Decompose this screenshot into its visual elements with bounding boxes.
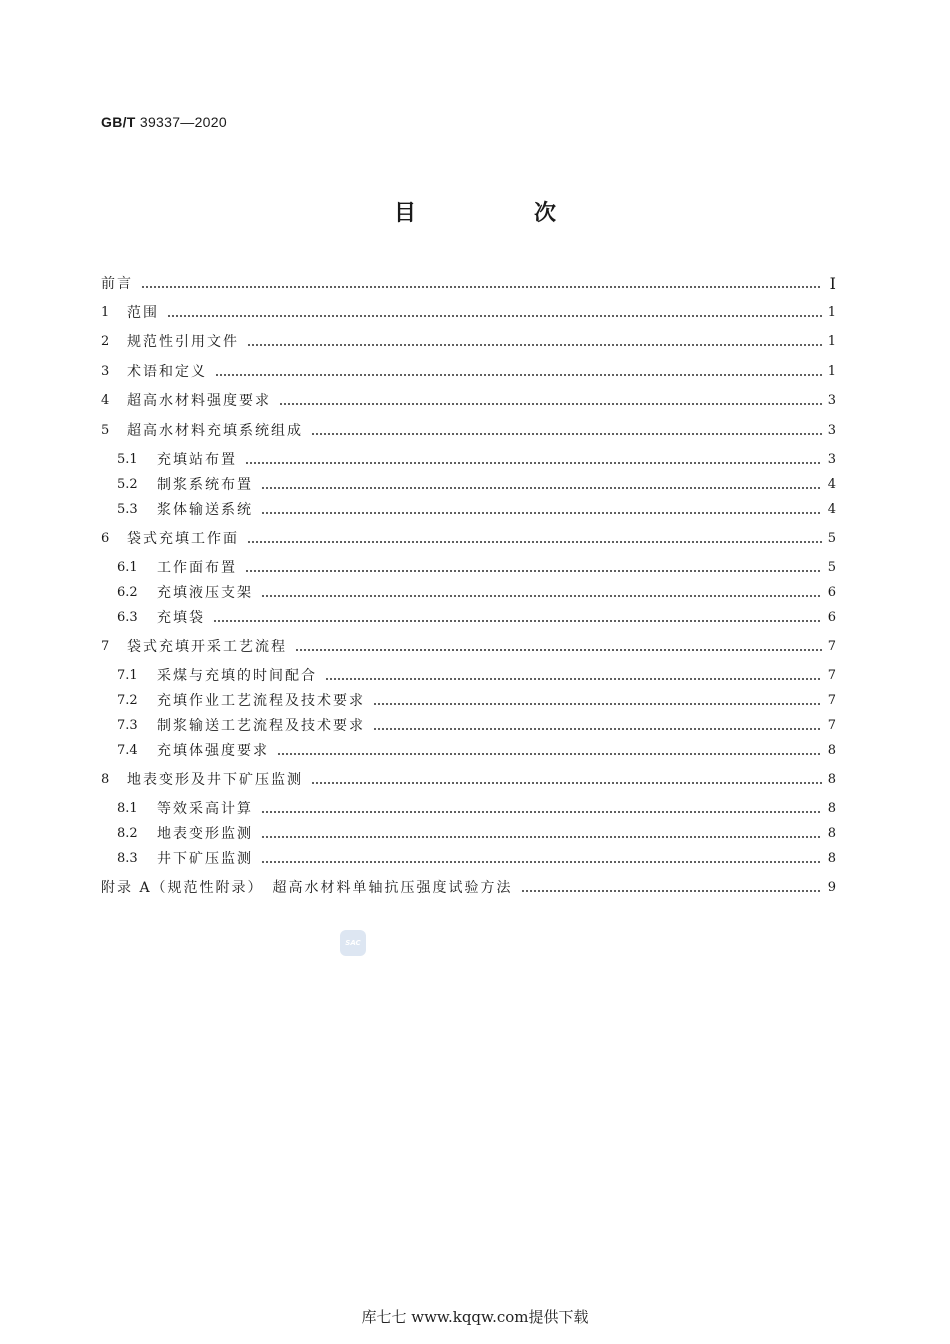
dot-leader <box>245 448 822 472</box>
toc-number: 6.3 <box>117 610 138 625</box>
toc-label: 袋式充填工作面 <box>127 531 239 547</box>
toc-number: 6 <box>101 531 110 546</box>
toc-label: 充填站布置 <box>157 452 237 468</box>
toc-entry-5-1[interactable] <box>117 448 836 472</box>
toc-number: 4 <box>101 393 110 408</box>
toc-entry-8-2[interactable] <box>117 822 836 846</box>
toc-number: 8 <box>101 772 110 787</box>
toc-entry-6-3[interactable] <box>117 606 836 630</box>
toc-label: 井下矿压监测 <box>157 851 253 867</box>
toc-label: 超高水材料强度要求 <box>127 393 271 409</box>
toc-number: 8.2 <box>117 826 138 841</box>
toc-page: 7 <box>827 718 836 733</box>
toc-number: 5.2 <box>117 477 138 492</box>
toc-label: 超高水材料充填系统组成 <box>127 423 303 439</box>
toc-page: Ⅰ <box>829 274 836 293</box>
toc-entry-5-3[interactable] <box>117 498 836 522</box>
toc-number: 6.1 <box>117 560 138 575</box>
dot-leader <box>261 473 822 497</box>
toc-number: 5.1 <box>117 452 138 467</box>
toc-entry-7-2[interactable] <box>117 689 836 713</box>
toc-page: 1 <box>827 334 836 349</box>
toc-entry-4[interactable] <box>101 389 836 413</box>
dot-leader <box>245 556 822 580</box>
toc-number: 7.4 <box>117 743 138 758</box>
toc-page: 3 <box>827 423 836 438</box>
dot-leader <box>373 689 822 713</box>
toc-label: 附录 A（规范性附录） 超高水材料单轴抗压强度试验方法 <box>101 880 513 896</box>
toc-page: 4 <box>827 502 836 517</box>
toc-entry-2[interactable] <box>101 330 836 354</box>
toc-label: 等效采高计算 <box>157 801 253 817</box>
toc-label: 充填袋 <box>157 610 205 626</box>
toc-page: 7 <box>827 693 836 708</box>
toc-number: 7.3 <box>117 718 138 733</box>
toc-page: 6 <box>827 610 836 625</box>
toc-entry-5[interactable] <box>101 419 836 443</box>
toc-page: 7 <box>827 668 836 683</box>
sac-logo-text: SAC <box>345 939 361 947</box>
toc-label: 规范性引用文件 <box>127 334 239 350</box>
toc-entry-5-2[interactable] <box>117 473 836 497</box>
toc-number: 8.3 <box>117 851 138 866</box>
toc-label: 制浆输送工艺流程及技术要求 <box>157 718 365 734</box>
toc-label: 制浆系统布置 <box>157 477 253 493</box>
toc-page: 5 <box>827 560 836 575</box>
toc-label: 地表变形监测 <box>157 826 253 842</box>
toc-label: 地表变形及井下矿压监测 <box>127 772 303 788</box>
toc-entry-appendix-a[interactable] <box>101 876 836 900</box>
toc-number: 7 <box>101 639 110 654</box>
toc-page: 6 <box>827 585 836 600</box>
dot-leader <box>261 797 822 821</box>
toc-entry-8-1[interactable] <box>117 797 836 821</box>
toc-label: 前言 <box>101 276 133 292</box>
toc-page: 8 <box>827 851 836 866</box>
toc-page: 9 <box>827 880 836 895</box>
toc-page: 8 <box>827 801 836 816</box>
dot-leader <box>261 581 822 605</box>
toc-page: 7 <box>827 639 836 654</box>
toc-entry-8[interactable] <box>101 768 836 792</box>
toc-label: 术语和定义 <box>127 364 207 380</box>
toc-number: 6.2 <box>117 585 138 600</box>
toc-page: 5 <box>827 531 836 546</box>
toc-entry-8-3[interactable] <box>117 847 836 871</box>
toc-number: 8.1 <box>117 801 138 816</box>
dot-leader <box>213 606 822 630</box>
toc-label: 浆体输送系统 <box>157 502 253 518</box>
sac-logo-icon <box>340 930 366 956</box>
dot-leader <box>277 739 822 763</box>
dot-leader <box>311 419 822 443</box>
toc-entry-6-1[interactable] <box>117 556 836 580</box>
dot-leader <box>373 714 822 738</box>
standard-code <box>101 114 227 130</box>
dot-leader <box>521 876 822 900</box>
toc-number: 1 <box>101 305 110 320</box>
dot-leader <box>247 527 822 551</box>
toc-entry-7[interactable] <box>101 635 836 659</box>
toc-number: 7.1 <box>117 668 138 683</box>
toc-label: 采煤与充填的时间配合 <box>157 668 317 684</box>
toc-number: 5 <box>101 423 110 438</box>
toc-number: 3 <box>101 364 110 379</box>
toc-entry-7-4[interactable] <box>117 739 836 763</box>
toc-page: 8 <box>827 772 836 787</box>
toc-label: 范围 <box>127 305 159 321</box>
dot-leader <box>261 847 822 871</box>
toc-label: 充填液压支架 <box>157 585 253 601</box>
toc-label: 充填体强度要求 <box>157 743 269 759</box>
dot-leader <box>261 822 822 846</box>
dot-leader <box>215 360 822 384</box>
dot-leader <box>141 272 822 296</box>
toc-page: 3 <box>827 452 836 467</box>
toc-number: 2 <box>101 334 110 349</box>
standard-prefix: GB/T <box>101 114 136 130</box>
toc-page: 1 <box>827 364 836 379</box>
toc-label: 工作面布置 <box>157 560 237 576</box>
footer-download-notice: 库七七 www.kqqw.com提供下载 <box>361 1308 589 1326</box>
toc-label: 袋式充填开采工艺流程 <box>127 639 287 655</box>
toc-entry-7-3[interactable] <box>117 714 836 738</box>
dot-leader <box>311 768 822 792</box>
toc-page: 3 <box>827 393 836 408</box>
toc-number: 5.3 <box>117 502 138 517</box>
toc-label: 充填作业工艺流程及技术要求 <box>157 693 365 709</box>
dot-leader <box>247 330 822 354</box>
toc-number: 7.2 <box>117 693 138 708</box>
toc-entry-3[interactable] <box>101 360 836 384</box>
dot-leader <box>167 301 822 325</box>
dot-leader <box>325 664 822 688</box>
toc-page: 1 <box>827 305 836 320</box>
toc-entry-6-2[interactable] <box>117 581 836 605</box>
standard-number: 39337—2020 <box>139 114 227 130</box>
dot-leader <box>279 389 822 413</box>
dot-leader <box>295 635 822 659</box>
dot-leader <box>261 498 822 522</box>
toc-page: 4 <box>827 477 836 492</box>
toc-entry-foreword[interactable] <box>101 272 836 296</box>
toc-page: 8 <box>827 743 836 758</box>
toc-title: 目 次 <box>393 201 604 226</box>
toc-entry-6[interactable] <box>101 527 836 551</box>
toc-page: 8 <box>827 826 836 841</box>
toc-entry-7-1[interactable] <box>117 664 836 688</box>
toc-entry-1[interactable] <box>101 301 836 325</box>
